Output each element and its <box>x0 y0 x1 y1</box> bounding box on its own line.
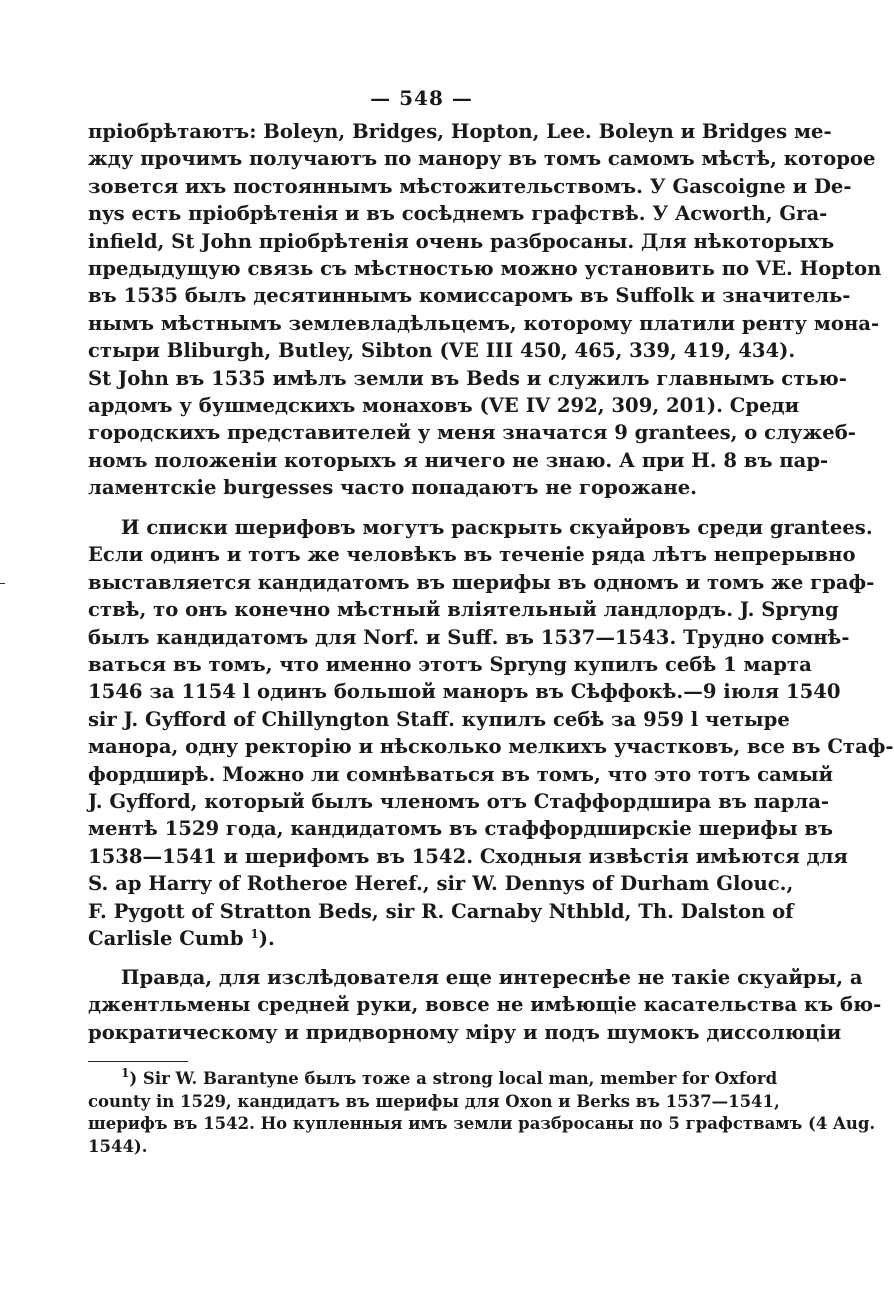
text-line: фордширѣ. Можно ли сомнѣваться въ томъ, что это тотъ самый <box>88 762 833 786</box>
text-line: И списки шерифовъ могутъ раскрыть скуайровъ среди grantees. <box>121 516 873 539</box>
paragraph-1 <box>88 118 882 502</box>
footnote-text: Sir W. Barantyne былъ тоже a strong local man, member for Oxford <box>142 1069 778 1088</box>
footnote-line: шерифъ въ 1542. Но купленныя имъ земли разбросаны по 5 графствамъ (4 Aug. <box>88 1114 876 1133</box>
text-line: жду прочимъ получаютъ по манору въ томъ самомъ мѣстѣ, которое <box>88 147 876 171</box>
text-line: въ 1535 былъ десятиннымъ комиссаромъ въ Suffolk и значитель- <box>88 284 851 308</box>
margin-mark <box>0 583 5 584</box>
text-line: nys есть пріобрѣтенія и въ сосѣднемъ графствѣ. У Acworth, Gra- <box>88 202 828 226</box>
text-line: F. Pygott of Stratton Beds, sir R. Carnaby Nthbld, Th. Dalston of <box>88 899 794 923</box>
text-line: Правда, для изслѣдователя еще интереснѣе не такіе скуайры, а <box>121 966 863 989</box>
line-tail: ). <box>258 927 275 951</box>
text-line: ваться въ томъ, что именно этотъ Spryng купилъ себѣ 1 марта <box>88 653 812 677</box>
text-line: ламентскіе burgesses часто попадаютъ не горожане. <box>88 476 697 500</box>
footnote-line <box>88 1066 778 1091</box>
paragraph-3 <box>88 964 882 1046</box>
footnote-marker: 1 <box>121 1066 130 1080</box>
text-line: городскихъ представителей у меня значатся 9 grantees, о служеб- <box>88 421 856 445</box>
text-line: 1546 за 1154 l одинъ большой маноръ въ Сѣффокѣ.—9 іюля 1540 <box>88 680 841 704</box>
text-line: St John въ 1535 имѣлъ земли въ Beds и служилъ главнымъ стью- <box>88 366 847 390</box>
text-line: S. ap Harry of Rotheroe Heref., sir W. Dennys of Durham Glouc., <box>88 872 794 896</box>
text-line: рократическому и придворному міру и подъ шумокъ диссолюціи <box>88 1020 842 1044</box>
text-line: пріобрѣтаютъ: Boleyn, Bridges, Hopton, Lee. Boleyn и Bridges ме- <box>88 120 832 143</box>
text-line: предыдущую связь съ мѣстностью можно установить по VE. Hopton <box>88 257 882 281</box>
footnote-line: county in 1529, кандидатъ въ шерифы для Oxon и Berks въ 1537—1541, <box>88 1091 780 1111</box>
footnote-ref: 1 <box>250 927 259 942</box>
text-line: ментѣ 1529 года, кандидатомъ въ стаффордширскіе шерифы въ <box>88 817 834 841</box>
text-line-with-footnote <box>88 925 754 952</box>
footnote-marker-close: ) <box>129 1069 138 1088</box>
text-line: былъ кандидатомъ для Norf. и Suff. въ 1537—1543. Трудно сомнѣ- <box>88 625 850 649</box>
page-number: — 548 — <box>370 86 473 110</box>
text-line: sir J. Gyfford of Chillyngton Staff. купилъ себѣ за 959 l четыре <box>88 707 790 731</box>
text-line: зовется ихъ постояннымъ мѣстожительствомъ. У Gascoigne и De- <box>88 174 852 198</box>
text-line: джентльмены средней руки, вовсе не имѣющіе касательства къ бю- <box>88 993 882 1017</box>
line-text: Carlisle Cumb <box>88 927 244 951</box>
footnote-divider <box>88 1061 188 1062</box>
text-line: выставляется кандидатомъ въ шерифы въ одномъ и томъ же граф- <box>88 570 875 594</box>
text-line: 1538—1541 и шерифомъ въ 1542. Сходныя извѣстія имѣются для <box>88 844 848 868</box>
text-line: нымъ мѣстнымъ землевладѣльцемъ, которому платили ренту мона- <box>88 311 880 335</box>
text-line: Если одинъ и тотъ же человѣкъ въ теченіе ряда лѣтъ непрерывно <box>88 543 856 567</box>
text-line: infield, St John пріобрѣтенія очень разбросаны. Для нѣкоторыхъ <box>88 229 835 253</box>
text-line: ствѣ, то онъ конечно мѣстный вліятельный ландлордъ. J. Spryng <box>88 598 839 622</box>
paragraph-2 <box>88 514 894 953</box>
text-line: ардомъ у бушмедскихъ монаховъ (VE IV 292, 309, 201). Среди <box>88 394 800 418</box>
text-line: стыри Bliburgh, Butley, Sibton (VE III 450, 465, 339, 419, 434). <box>88 339 796 363</box>
text-line: манора, одну ректорію и нѣсколько мелкихъ участковъ, все въ Стаф- <box>88 735 894 759</box>
text-line: номъ положеніи которыхъ я ничего не знаю. А при H. 8 въ пар- <box>88 448 829 472</box>
footnote <box>88 1066 876 1158</box>
text-line: J. Gyfford, который былъ членомъ отъ Стаффордшира въ парла- <box>88 790 830 814</box>
footnote-line: 1544). <box>88 1136 148 1156</box>
